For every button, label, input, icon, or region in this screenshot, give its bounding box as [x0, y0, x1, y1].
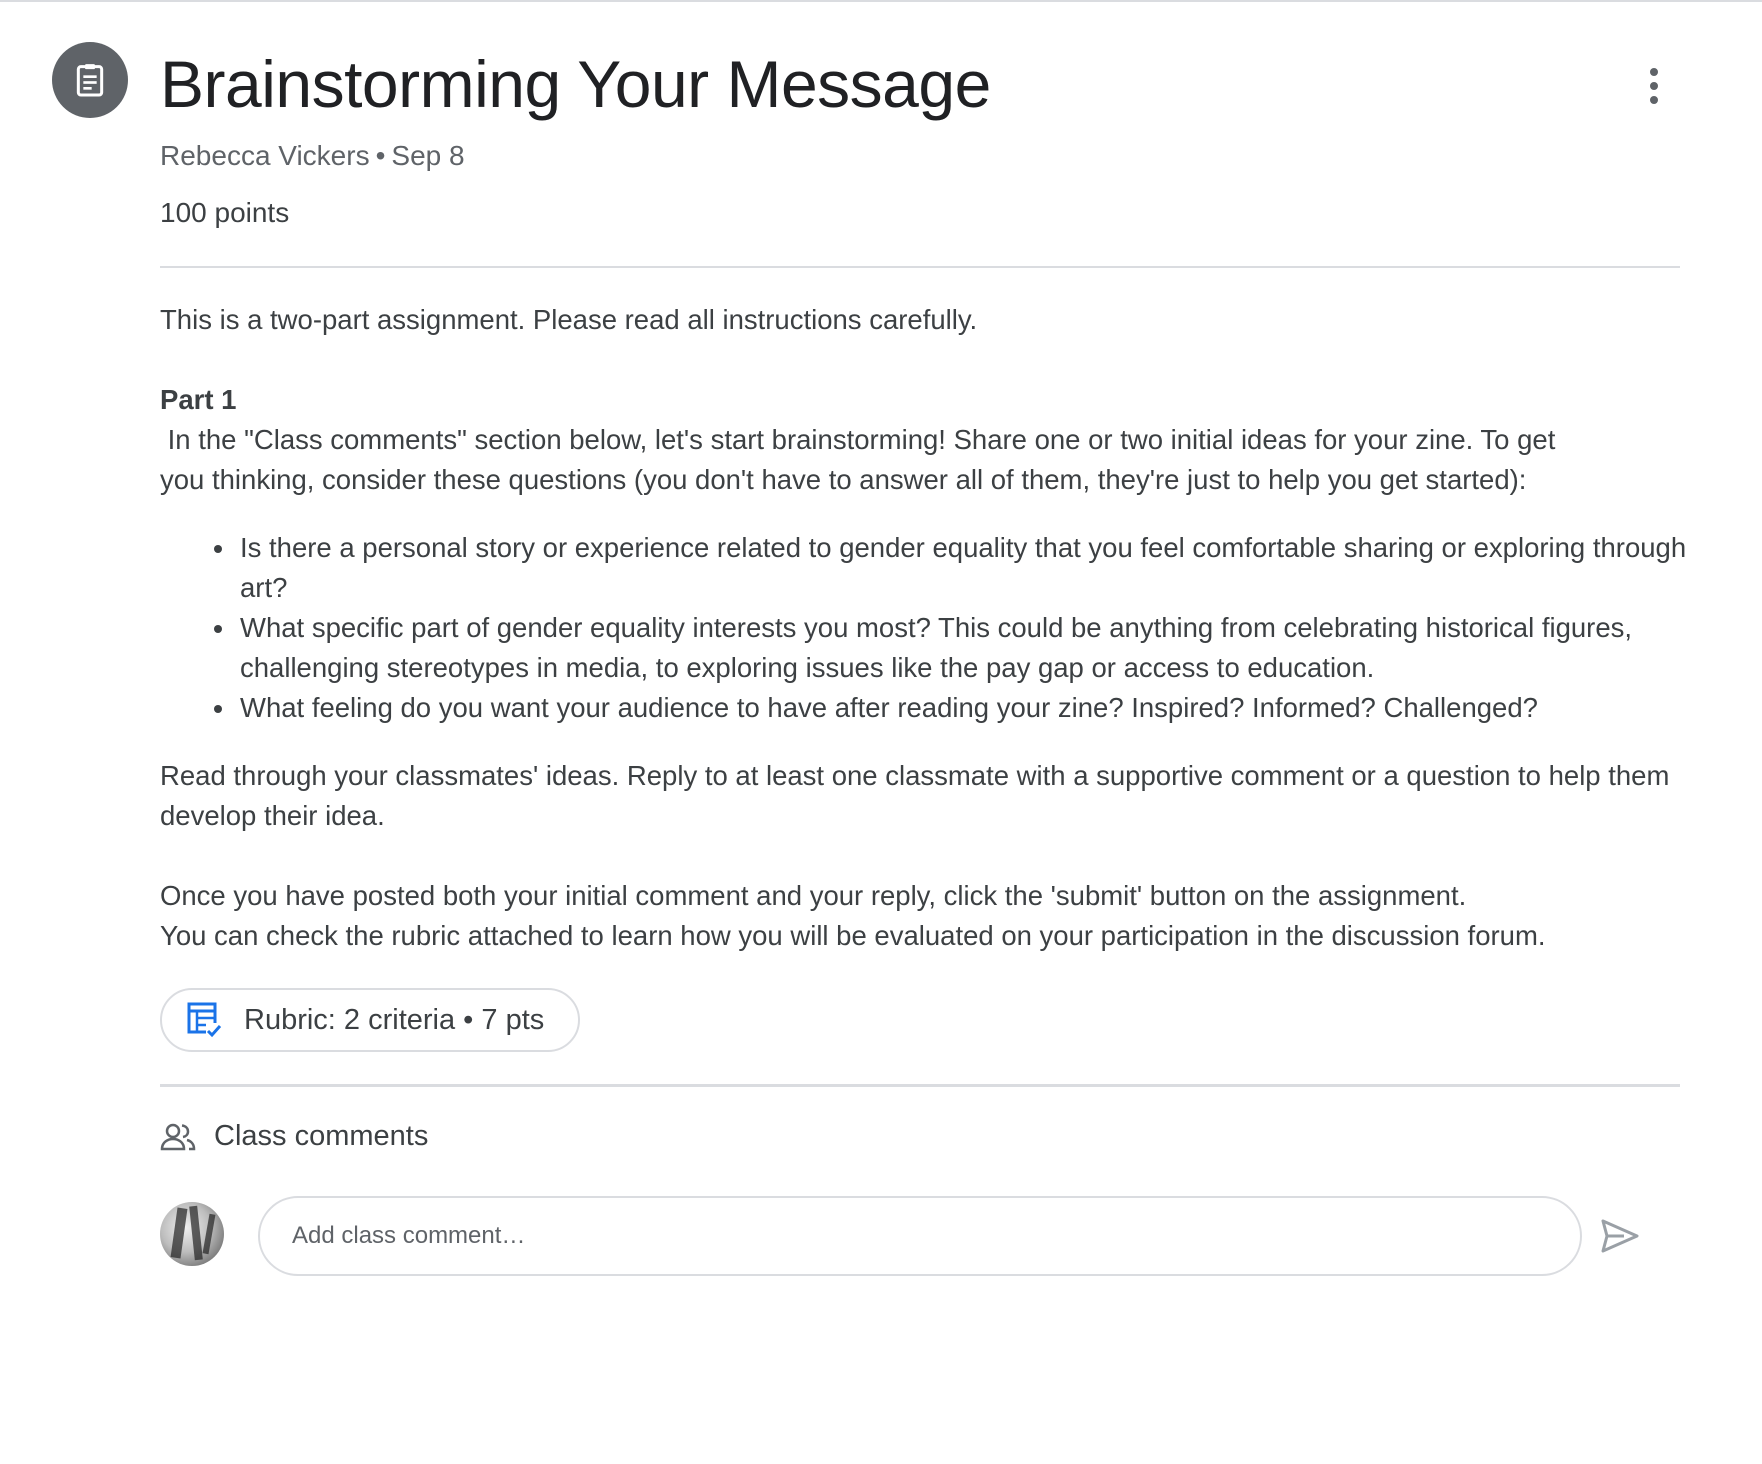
assignment-icon [52, 42, 128, 118]
rubric-button[interactable] [160, 988, 580, 1052]
comments-divider [160, 1084, 1680, 1087]
rubric-instructions: You can check the rubric attached to learn how you will be evaluated on your participation in the discussion forum. [160, 920, 1546, 951]
rubric-icon [186, 1001, 222, 1039]
list-item: What specific part of gender equality interests you most? This could be anything from celebrating historical figures, challenging stereotypes in media, to exploring issues like the pay gap or access to education. [240, 608, 1690, 688]
intro-text: This is a two-part assignment. Please read all instructions carefully. [160, 304, 978, 335]
class-comments-header [160, 1120, 428, 1153]
add-comment-input[interactable] [258, 1196, 1582, 1276]
part1-title: Part 1 [160, 384, 237, 415]
rubric-label: Rubric: 2 criteria • 7 pts [244, 1003, 545, 1036]
top-border [0, 0, 1762, 2]
assignment-meta [160, 140, 465, 172]
more-vert-icon [1648, 66, 1660, 106]
comments-header-label: Class comments [214, 1120, 429, 1152]
list-item: Is there a personal story or experience related to gender equality that you feel comfortable sharing or exploring through art? [240, 528, 1690, 608]
post-date: Sep 8 [391, 140, 465, 171]
avatar[interactable] [160, 1202, 224, 1266]
header-divider [160, 266, 1680, 268]
people-icon [160, 1122, 196, 1152]
points-value: 100 points [160, 197, 290, 228]
submit-instructions: Once you have posted both your initial comment and your reply, click the 'submit' button on the assignment. [160, 880, 1467, 911]
instructions-body [160, 300, 1690, 956]
question-list [160, 528, 1690, 728]
list-item: What feeling do you want your audience to have after reading your zine? Inspired? Informed? Challenged? [240, 688, 1690, 728]
assignment-title: Brainstorming Your Message [160, 47, 991, 121]
send-button[interactable] [1598, 1214, 1642, 1258]
more-options-button[interactable] [1636, 60, 1672, 112]
meta-separator: • [375, 140, 386, 171]
part1-text-line2: you thinking, consider these questions (you don't have to answer all of them, they're just to help you get started): [160, 464, 1527, 495]
part1-text-line1: In the "Class comments" section below, let's start brainstorming! Share one or two initial ideas for your zine. To get [160, 424, 1556, 455]
author-name: Rebecca Vickers [160, 140, 370, 171]
reply-instructions: Read through your classmates' ideas. Reply to at least one classmate with a supportive comment or a question to help them develop their idea. [160, 760, 1670, 831]
send-icon [1600, 1218, 1640, 1254]
